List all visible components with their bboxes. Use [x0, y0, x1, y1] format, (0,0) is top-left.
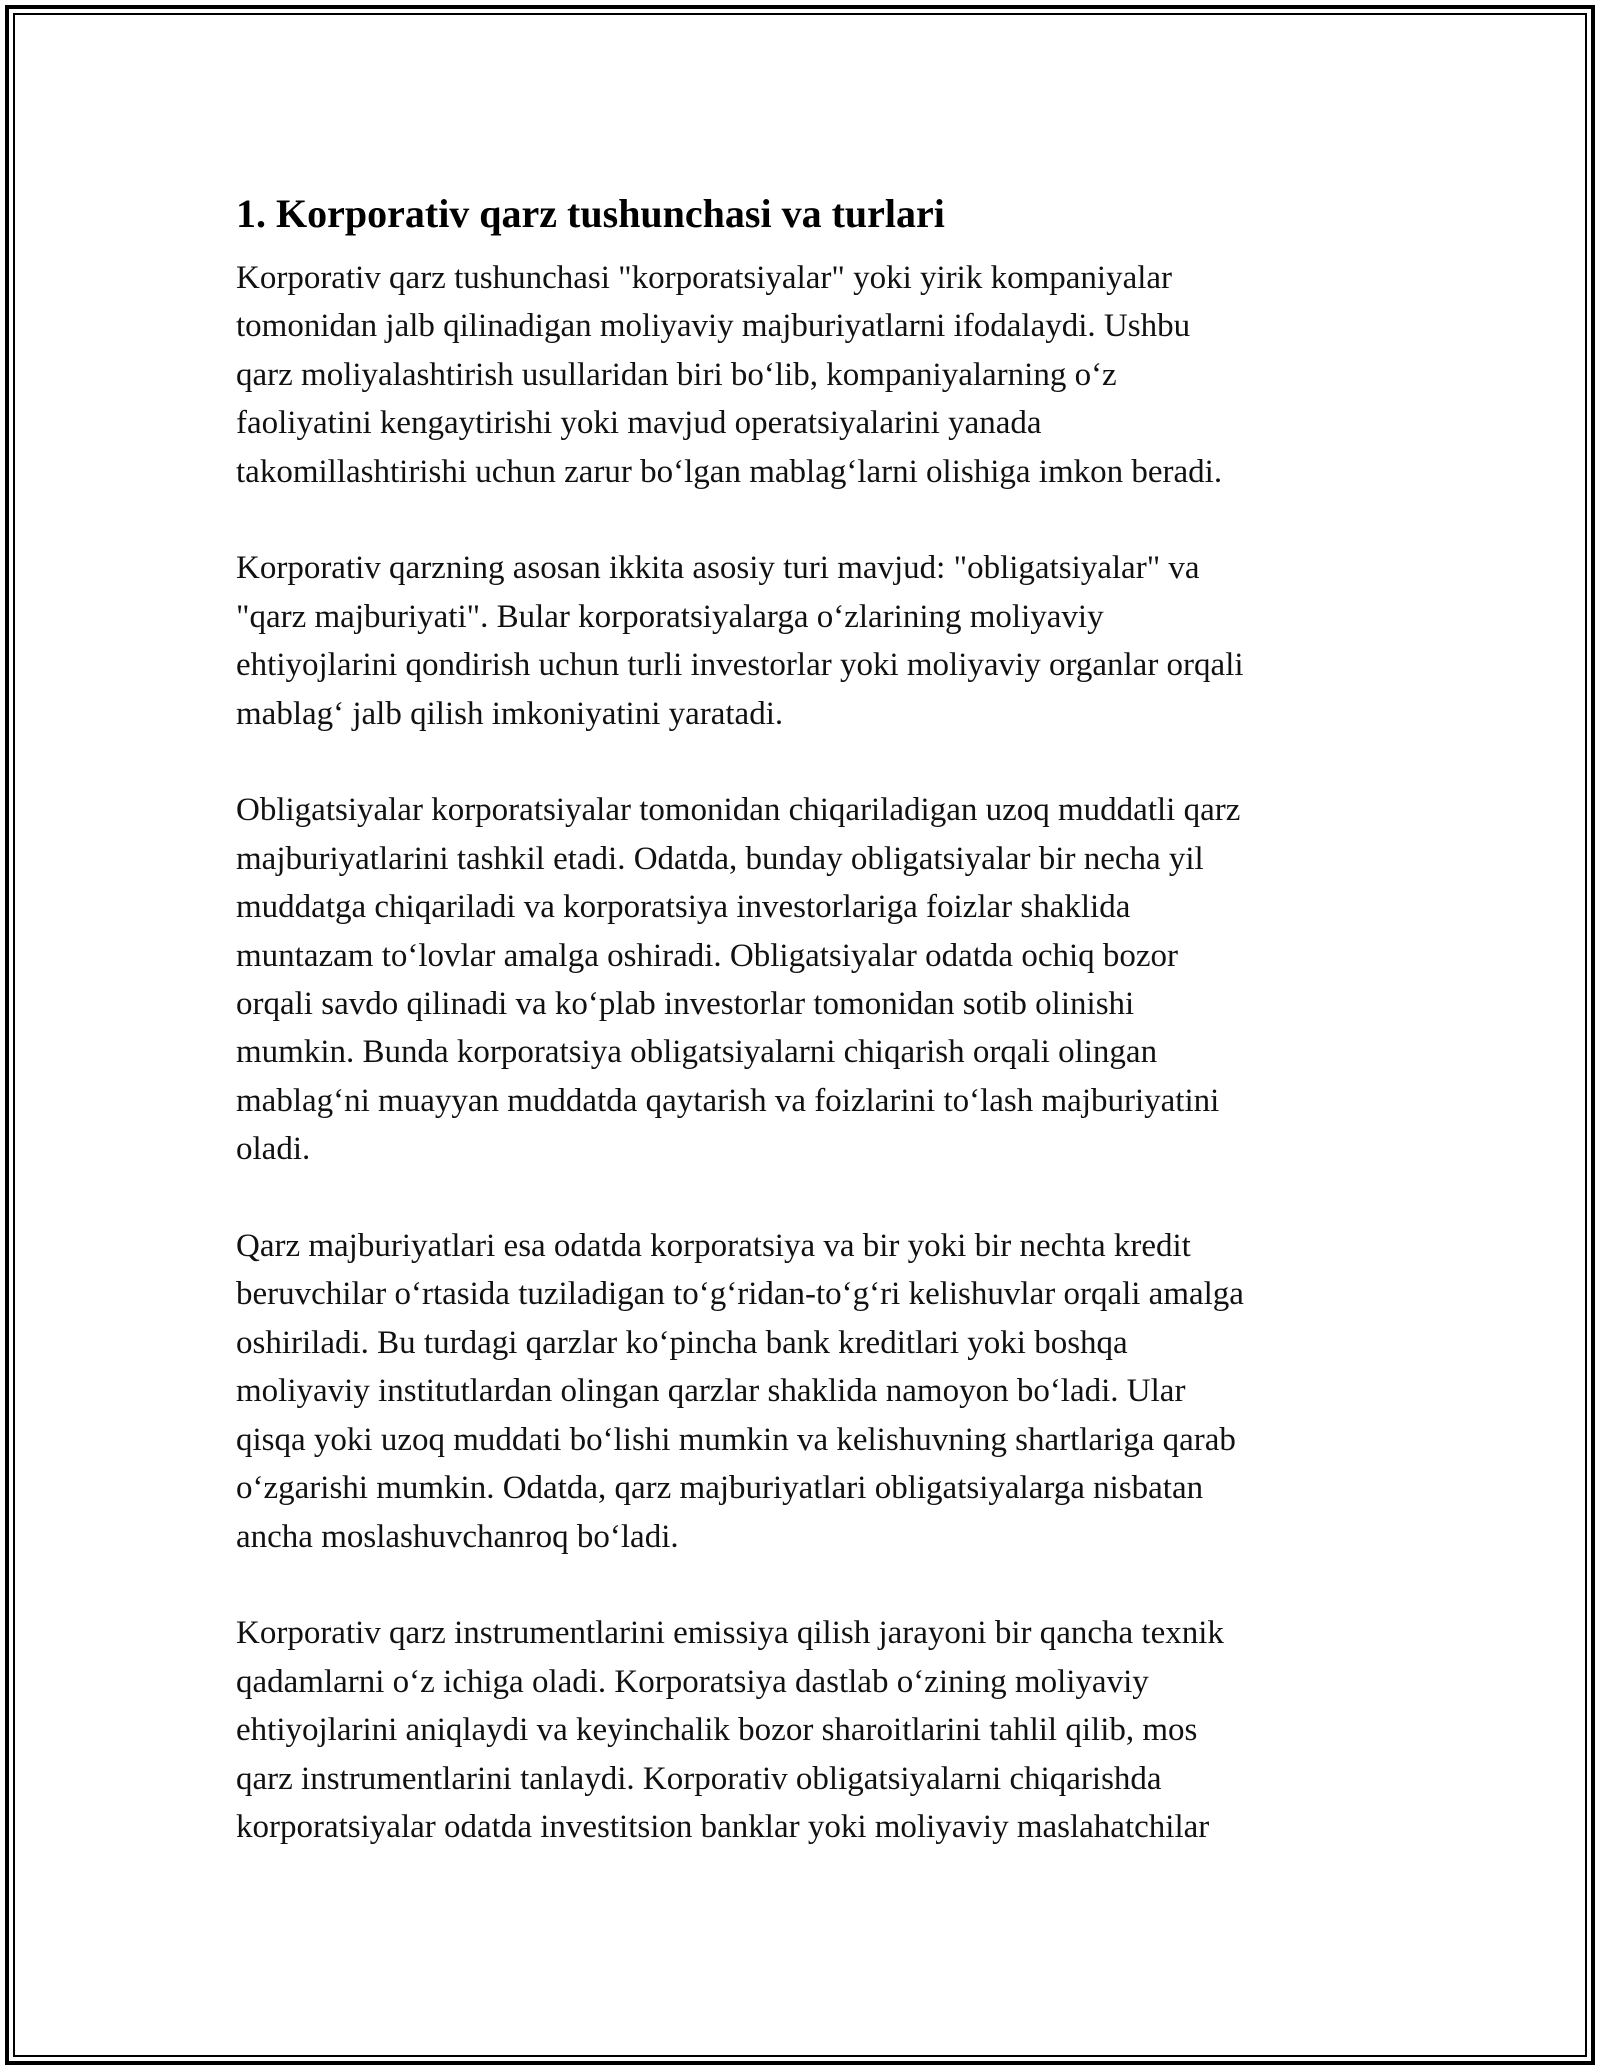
- paragraph-3: [236, 786, 1366, 1173]
- text-line: Korporativ qarzning asosan ikkita asosiy turi mavjud: "obligatsiyalar" va: [236, 550, 1200, 587]
- text-line: Obligatsiyalar korporatsiyalar tomonidan chiqariladigan uzoq muddatli qarz: [236, 792, 1241, 829]
- text-line: oladi.: [236, 1131, 311, 1168]
- paragraph-2: [236, 544, 1366, 738]
- text-line: tomonidan jalb qilinadigan moliyaviy majburiyatlarni ifodalaydi. Ushbu: [236, 308, 1191, 345]
- text-line: muntazam to‘lovlar amalga oshiradi. Obligatsiyalar odatda ochiq bozor: [236, 937, 1179, 974]
- text-line: ehtiyojlarini qondirish uchun turli investorlar yoki moliyaviy organlar orqali: [236, 647, 1244, 684]
- text-line: ancha moslashuvchanroq bo‘ladi.: [236, 1518, 679, 1555]
- text-line: korporatsiyalar odatda investitsion banklar yoki moliyaviy maslahatchilar: [236, 1808, 1210, 1845]
- text-line: Korporativ qarz instrumentlarini emissiya qilish jarayoni bir qancha texnik: [236, 1615, 1224, 1652]
- text-line: mumkin. Bunda korporatsiya obligatsiyalarni chiqarish orqali olingan: [236, 1034, 1158, 1071]
- text-line: moliyaviy institutlardan olingan qarzlar shaklida namoyon bo‘ladi. Ular: [236, 1373, 1186, 1410]
- text-line: o‘zgarishi mumkin. Odatda, qarz majburiyatlari obligatsiyalarga nisbatan: [236, 1470, 1204, 1507]
- text-line: orqali savdo qilinadi va ko‘plab investorlar tomonidan sotib olinishi: [236, 986, 1135, 1023]
- text-line: oshiriladi. Bu turdagi qarzlar ko‘pincha bank kreditlari yoki boshqa: [236, 1324, 1128, 1361]
- text-line: muddatga chiqariladi va korporatsiya investorlariga foizlar shaklida: [236, 889, 1131, 926]
- text-line: qarz moliyalashtirish usullaridan biri bo‘lib, kompaniyalarning o‘z: [236, 356, 1117, 393]
- text-line: beruvchilar o‘rtasida tuziladigan to‘g‘ridan-to‘g‘ri kelishuvlar orqali amalga: [236, 1276, 1244, 1313]
- text-line: qarz instrumentlarini tanlaydi. Korporativ obligatsiyalarni chiqarishda: [236, 1760, 1162, 1797]
- text-line: "qarz majburiyati". Bular korporatsiyalarga o‘zlarining moliyaviy: [236, 598, 1104, 635]
- section-heading: 1. Korporativ qarz tushunchasi va turlari: [236, 191, 945, 236]
- text-line: majburiyatlarini tashkil etadi. Odatda, bunday obligatsiyalar bir necha yil: [236, 840, 1204, 877]
- text-line: qadamlarni o‘z ichiga oladi. Korporatsiya dastlab o‘zining moliyaviy: [236, 1663, 1149, 1700]
- text-line: Qarz majburiyatlari esa odatda korporatsiya va bir yoki bir nechta kredit: [236, 1228, 1191, 1265]
- text-line: mablag‘ni muayyan muddatda qaytarish va foizlarini to‘lash majburiyatini: [236, 1082, 1220, 1119]
- text-line: takomillashtirishi uchun zarur bo‘lgan mablag‘larni olishiga imkon beradi.: [236, 453, 1223, 490]
- document-body: [236, 188, 1366, 1900]
- text-line: qisqa yoki uzoq muddati bo‘lishi mumkin va kelishuvning shartlariga qarab: [236, 1421, 1236, 1458]
- text-line: faoliyatini kengaytirishi yoki mavjud operatsiyalarini yanada: [236, 405, 1042, 442]
- text-line: Korporativ qarz tushunchasi "korporatsiyalar" yoki yirik kompaniyalar: [236, 260, 1173, 296]
- text-line: ehtiyojlarini aniqlaydi va keyinchalik bozor sharoitlarini tahlil qilib, mos: [236, 1712, 1198, 1749]
- text-line: mablag‘ jalb qilish imkoniyatini yaratadi.: [236, 695, 784, 732]
- paragraph-1: [236, 254, 1366, 496]
- paragraph-4: [236, 1222, 1366, 1561]
- paragraph-5: [236, 1609, 1366, 1851]
